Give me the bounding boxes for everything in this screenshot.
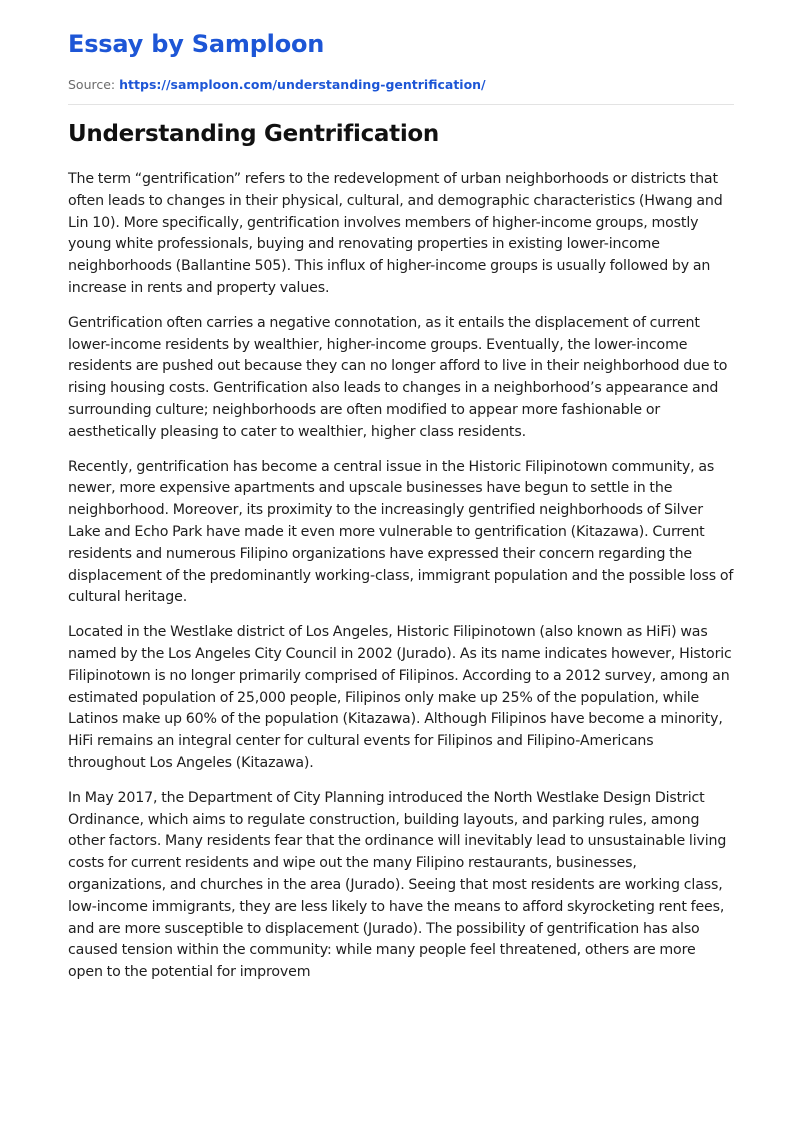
essay-page [68,26,734,997]
brand-title[interactable]: Essay by Samploon [68,30,325,58]
essay-title: Understanding Gentrification [68,121,439,147]
essay-paragraph: Recently, gentrification has become a central issue in the Historic Filipinotown community, as newer, more expensive apartments and upscale businesses have begun to settle in the neighborhood. Moreover, its proximity to the increasingly gentrified neighborhoods of Silver Lake and Echo Park have made it even more vulnerable to gentrification (Kitazawa). Current residents and numerous Filipino organizations have expressed their concern regarding the displacement of the predominantly working-class, immigrant population and the possible loss of cultural heritage. [68,458,734,606]
source-label: Source: [68,77,116,92]
essay-paragraph: In May 2017, the Department of City Planning introduced the North Westlake Design District Ordinance, which aims to regulate construction, building layouts, and parking rules, among other factors. Many residents fear that the ordinance will inevitably lead to unsustainable living costs for current residents and wipe out the many Filipino restaurants, businesses, organizations, and churches in the area (Jurado). Seeing that most residents are working class, low-income immigrants, they are less likely to have the means to afford skyrocketing rent fees, and are more susceptible to displacement (Jurado). The possibility of gentrification has also caused tension within the community: while many people feel threatened, others are more open to the potential for improvem [68,789,727,981]
essay-paragraph: The term “gentrification” refers to the redevelopment of urban neighborhoods or districts that often leads to changes in their physical, cultural, and demographic characteristics (Hwang and Lin 10). More specifically, gentrification involves members of higher-income groups, mostly young white professionals, buying and renovating properties in existing lower-income neighborhoods (Ballantine 505). This influx of higher-income groups is usually followed by an increase in rents and property values. [68,171,723,296]
essay-paragraph: Gentrification often carries a negative connotation, as it entails the displacement of current lower-income residents by wealthier, higher-income groups. Eventually, the lower-income residents are pushed out because they can no longer afford to live in their neighborhood due to rising housing costs. Gentrification also leads to changes in a neighborhood’s appearance and surrounding culture; neighborhoods are often modified to appear more fashionable or aesthetically pleasing to cater to wealthier, higher class residents. [68,314,728,440]
header-divider [68,104,734,105]
essay-paragraph: Located in the Westlake district of Los Angeles, Historic Filipinotown (also known as HiFi) was named by the Los Angeles City Council in 2002 (Jurado). As its name indicates however, Historic Filipinotown is no longer primarily comprised of Filipinos. According to a 2012 survey, among an estimated population of 25,000 people, Filipinos only make up 25% of the population, while Latinos make up 60% of the population (Kitazawa). Although Filipinos have become a minority, HiFi remains an integral center for cultural events for Filipinos and Filipino-Americans throughout Los Angeles (Kitazawa). [68,624,732,771]
essay-body [68,169,734,984]
source-link[interactable]: https://samploon.com/understanding-gentrification/ [119,77,486,92]
source-line [68,76,734,94]
